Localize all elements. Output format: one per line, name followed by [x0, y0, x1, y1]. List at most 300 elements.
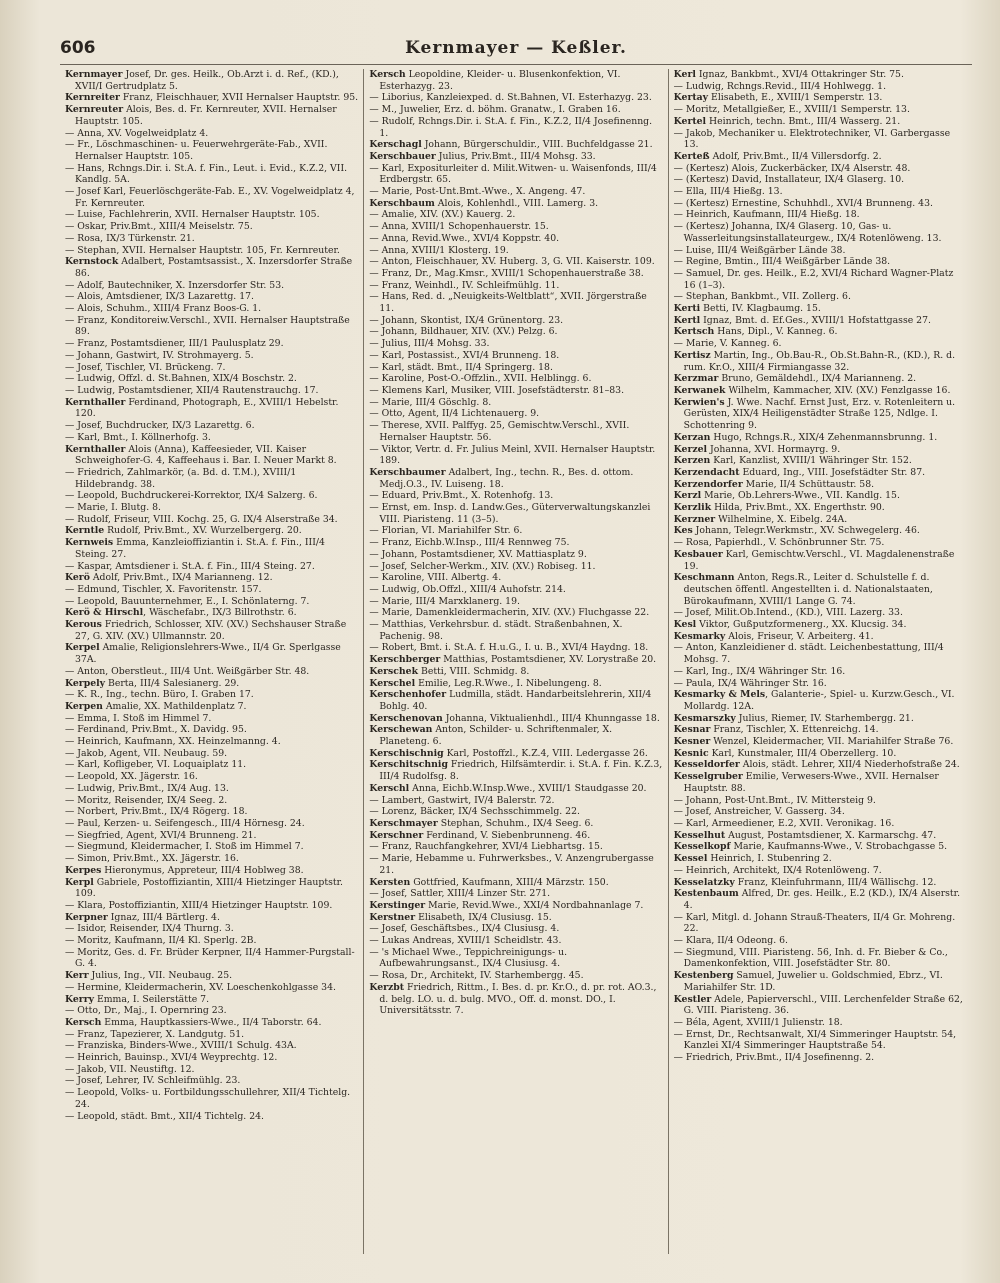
entry-surname: Keschmann	[673, 572, 735, 584]
directory-entry	[674, 818, 967, 830]
entry-details: Rudolf, Priv.Bmt., XV. Wurzelbergerg. 20.	[104, 525, 302, 537]
column-right	[668, 69, 972, 1254]
entry-details: — Marie, V. Kanneg. 6.	[673, 338, 782, 350]
entry-surname: Kerschewan	[369, 724, 433, 736]
directory-entry	[674, 209, 967, 221]
entry-details: Friedrich, Schlosser, XIV. (XV.) Sechshauser Straße 27, G. XIV. (XV.) Ullmannstr. 20.	[75, 619, 347, 642]
entry-surname: Kerschischnig	[369, 747, 444, 759]
column-middle	[363, 69, 667, 1254]
column-left	[60, 69, 363, 1254]
directory-entry	[369, 104, 662, 116]
entry-details: — Karl, Bmt., I. Köllnerhofg. 3.	[65, 431, 211, 443]
directory-entry	[674, 666, 967, 678]
entry-details: — Moritz, Kaufmann, II/4 Kl. Sperlg. 2B.	[65, 935, 257, 947]
entry-details: — K. R., Ing., techn. Büro, I. Graben 17.	[65, 689, 254, 701]
entry-surname: Kerschel	[369, 677, 416, 689]
directory-entry	[65, 397, 358, 420]
entry-details: Johanna, Viktualienhdl., III/4 Khunngasse 18.	[442, 712, 660, 724]
directory-entry	[65, 678, 358, 690]
directory-entry	[65, 748, 358, 760]
entry-surname: Kerpely	[65, 677, 106, 689]
directory-entry	[369, 502, 662, 525]
entry-surname: Kernreiter	[65, 92, 120, 104]
entry-details: — Ludwig, Priv.Bmt., IX/4 Aug. 13.	[65, 782, 229, 794]
entry-surname: Kesmarky & Mels	[673, 689, 766, 701]
directory-entry	[674, 479, 967, 491]
entry-details: Adele, Papierverschl., VIII. Lerchenfelder Straße 62, G. VIII. Piaristeng. 36.	[683, 993, 963, 1017]
entry-surname: Kerstinger	[369, 899, 426, 911]
entry-surname: Kernthaller	[65, 443, 126, 455]
directory-entry	[369, 584, 662, 596]
entry-details: — Hans, Red. d. „Neuigkeits-Weltblatt“, XVII. Jörgerstraße 11.	[369, 291, 647, 315]
directory-entry	[65, 724, 358, 736]
entry-surname: Kesner	[673, 736, 711, 748]
directory-entry	[674, 256, 967, 268]
directory-entry	[674, 994, 967, 1017]
directory-entry	[65, 771, 358, 783]
directory-entry	[674, 350, 967, 373]
directory-entry	[674, 795, 967, 807]
entry-details: Stephan, Schuhm., IX/4 Seeg. 6.	[437, 818, 594, 829]
entry-details: Johann, Telegr.Werkmstr., XV. Schwegelerg. 46.	[692, 525, 920, 537]
entry-surname: Kerschbaumer	[369, 466, 446, 478]
directory-entry	[65, 783, 358, 795]
entry-details: Franz, Fleischhauer, XVII Hernalser Hauptstr. 95.	[119, 92, 359, 104]
page-header	[60, 30, 972, 65]
directory-entry	[369, 947, 662, 970]
entry-details: Hans, Dipl., V. Kanneg. 6.	[714, 326, 838, 338]
directory-entry	[65, 362, 358, 374]
directory-entry	[65, 619, 358, 642]
entry-surname: Kerschenovan	[369, 712, 443, 724]
directory-entry	[65, 385, 358, 397]
entry-surname: Kerzbt	[369, 981, 405, 993]
entry-surname: Kerpner	[65, 911, 108, 923]
entry-details: — Josef, Anstreicher, V. Gasserg. 34.	[673, 806, 845, 818]
entry-details: — Ludwig, Rchngs.Revid., III/4 Hohlwegg. 1.	[673, 80, 887, 92]
entry-surname: Kerschek	[369, 665, 419, 677]
directory-entry	[369, 385, 662, 397]
entry-details: — Marie, Post-Unt.Bmt.-Wwe., X. Angeng. 47.	[369, 186, 586, 198]
directory-entry	[65, 970, 358, 982]
entry-details: — Otto, Agent, II/4 Lichtenauerg. 9.	[369, 408, 540, 420]
directory-entry	[65, 233, 358, 245]
directory-entry	[674, 128, 967, 151]
entry-details: Alois, Friseur, V. Arbeiterg. 41.	[725, 630, 874, 642]
entry-details: August, Postamtsdiener, X. Karmarschg. 47.	[725, 829, 937, 841]
entry-surname: Kertl	[673, 314, 701, 326]
entry-details: — Hans, Rchngs.Dir. i. St.A. f. Fin., Leut. i. Evid., K.Z.2, VII. Kandlg. 5A.	[65, 162, 348, 186]
directory-entry	[674, 444, 967, 456]
directory-entry	[674, 1017, 967, 1029]
entry-details: Betti, VIII. Schmidg. 8.	[418, 665, 530, 677]
directory-entry	[674, 373, 967, 385]
entry-surname: Kessel	[673, 853, 708, 865]
entry-surname: Kesselkopf	[673, 841, 731, 853]
entry-details: — Klara, Postoffiziantin, XIII/4 Hietzinger Hauptstr. 109.	[65, 899, 333, 911]
entry-details: , Galanterie-, Spiel- u. Kurzw.Gesch., VI. Mollardg. 12A.	[683, 689, 955, 712]
entry-surname: Kerschberger	[369, 654, 441, 666]
entry-details: — Leopold, Volks- u. Fortbildungsschullehrer, XII/4 Tichtelg. 24.	[65, 1087, 351, 1110]
entry-details: Elisabeth, E., XVIII/1 Semperstr. 13.	[708, 92, 883, 104]
entry-surname: Kertel	[673, 115, 707, 127]
entry-details: — Josef, Selcher-Werkm., XIV. (XV.) Robiseg. 11.	[369, 560, 596, 572]
entry-details: — Leopold, städt. Bmt., XII/4 Tichtelg. 24.	[65, 1110, 264, 1122]
entry-details: — Emma, I. Stoß im Himmel 7.	[65, 712, 212, 724]
entry-surname: Kerpes	[65, 864, 102, 876]
entry-details: — Anna, XV. Vogelweidplatz 4.	[65, 127, 209, 139]
entry-details: — Johann, Gastwirt, IV. Strohmayerg. 5.	[65, 349, 254, 361]
entry-surname: Kernthaller	[65, 396, 126, 408]
entry-details: Anton, Schilder- u. Schriftenmaler, X. Planeteng. 6.	[379, 724, 613, 748]
directory-entry	[674, 514, 967, 526]
entry-details: — Rosa, IX/3 Türkenstr. 21.	[65, 232, 195, 244]
entry-surname: Kerteß	[673, 150, 710, 162]
directory-entry	[674, 338, 967, 350]
entry-details: — Isidor, Reisender, IX/4 Thurng. 3.	[65, 923, 234, 935]
entry-surname: Kersch	[65, 1016, 102, 1028]
entry-details: , Wäschefabr., IX/3 Billrothstr. 6.	[143, 607, 297, 619]
directory-entry	[65, 1005, 358, 1017]
directory-entry	[369, 420, 662, 443]
entry-details: Anna, Eichb.W.Insp.Wwe., XVIII/1 Staudgasse 20.	[409, 782, 647, 794]
directory-entry	[369, 619, 662, 642]
directory-entry	[65, 689, 358, 701]
entry-details: — Luise, III/4 Weißgärber Lände 38.	[673, 244, 846, 256]
entry-details: Wilhelmine, X. Eibelg. 24A.	[715, 513, 848, 525]
directory-entry	[674, 631, 967, 643]
entry-surname: Kernstock	[65, 256, 119, 268]
entry-details: Adolf, Priv.Bmt., II/4 Villersdorfg. 2.	[709, 150, 882, 162]
entry-surname: Kertsch	[673, 326, 715, 338]
entry-details: — Heinrich, Architekt, IX/4 Rotenlöweng. 7.	[673, 864, 882, 876]
directory-entry	[674, 385, 967, 397]
directory-entry	[65, 923, 358, 935]
entry-details: — (Kertesz) Johanna, IX/4 Glaserg. 10, Gas- u. Wasserleitungsinstallateurgew., IX/4 Rotenlöweng. 13.	[673, 221, 942, 244]
entry-surname: Kerzendacht	[673, 466, 740, 478]
directory-entry	[369, 783, 662, 795]
directory-entry	[65, 841, 358, 853]
directory-entry	[369, 642, 662, 654]
directory-entry	[674, 759, 967, 771]
entry-details: — Viktor, Vertr. d. Fr. Julius Meinl, XVII. Hernalser Hauptstr. 189.	[369, 443, 656, 467]
entry-details: Johanna, XVI. Hormayrg. 9.	[707, 443, 841, 455]
directory-entry	[369, 362, 662, 374]
directory-entry	[65, 912, 358, 924]
directory-entry	[674, 303, 967, 315]
entry-details: J. Wwe. Nachf. Ernst Just, Erz. v. Rotenleitern u. Gerüsten, XIX/4 Heiligenstädter Straße 125, Ndlge. I. Schottenring 9.	[683, 396, 956, 432]
entry-details: Marie, Revid.Wwe., XXI/4 Nordbahnanlage 7.	[425, 899, 644, 911]
entry-details: — Siegmund, Kleidermacher, I. Stoß im Himmel 7.	[65, 841, 304, 853]
entry-surname: Kertay	[673, 92, 709, 104]
directory-entry	[65, 584, 358, 596]
entry-surname: Kesselatzky	[673, 876, 735, 888]
entry-details: Martin, Ing., Ob.Bau-R., Ob.St.Bahn-R., (KD.), R. d. rum. Kr.O., XIII/4 Firmiangasse 32.	[683, 349, 956, 373]
directory-entry	[65, 303, 358, 315]
directory-entry	[65, 467, 358, 490]
directory-entry	[369, 408, 662, 420]
entry-details: — Robert, Bmt. i. St.A. f. H.u.G., I. u. B., XVI/4 Haydng. 18.	[369, 642, 649, 654]
directory-entry	[65, 982, 358, 994]
entry-details: — Adolf, Bautechniker, X. Inzersdorfer Str. 53.	[65, 279, 285, 291]
directory-entry	[369, 713, 662, 725]
entry-details: Heinrich, techn. Bmt., III/4 Wasserg. 21.	[706, 115, 901, 127]
directory-entry	[65, 736, 358, 748]
entry-details: — Eduard, Priv.Bmt., X. Rotenhofg. 13.	[369, 490, 554, 502]
entry-details: — Karl, städt. Bmt., II/4 Springerg. 18.	[369, 361, 553, 373]
entry-details: — Norbert, Priv.Bmt., IX/4 Rögerg. 18.	[65, 806, 248, 818]
entry-details: Emilie, Leg.R.Wwe., I. Nibelungeng. 8.	[415, 677, 602, 689]
entry-surname: Kerschenhofer	[369, 689, 447, 701]
directory-entry	[674, 771, 967, 794]
directory-entry	[369, 245, 662, 257]
page-title: Kernmayer — Keßler.	[405, 38, 627, 58]
directory-entry	[65, 221, 358, 233]
entry-details: Alois, Kohlenhdl., VIII. Lamerg. 3.	[434, 197, 599, 209]
directory-entry	[65, 69, 358, 92]
entry-details: — Josef, Buchdrucker, IX/3 Lazarettg. 6.	[65, 420, 255, 432]
entry-details: — Friedrich, Zahlmarkör, (a. Bd. d. T.M.), XVIII/1 Hildebrandg. 38.	[65, 466, 297, 490]
entry-surname: Kesseldorfer	[673, 759, 740, 771]
directory-entry	[65, 186, 358, 209]
entry-details: Ignaz, Bankbmt., XVI/4 Ottakringer Str. 75.	[695, 69, 904, 80]
directory-entry	[65, 537, 358, 560]
entry-details: — Rosa, Dr., Architekt, IV. Starhembergg. 45.	[369, 970, 584, 982]
entry-surname: Kernreuter	[65, 104, 124, 116]
entry-details: Ignaz, Bmt. d. Ef.Ges., XVIII/1 Hofstattgasse 27.	[700, 314, 931, 326]
directory-entry	[369, 280, 662, 292]
directory-entry	[369, 397, 662, 409]
entry-details: — Johann, Postamtsdiener, XV. Mattiasplatz 9.	[369, 548, 587, 560]
entry-details: — Moritz, Metallgießer, E., XVIII/1 Semperstr. 13.	[673, 104, 910, 116]
directory-entry	[65, 139, 358, 162]
entry-surname: Kerschner	[369, 829, 424, 841]
entry-surname: Kesbauer	[673, 548, 723, 560]
entry-details: — Rosa, Papierhdl., V. Schönbrunner Str. 75.	[673, 537, 885, 549]
directory-entry	[369, 291, 662, 314]
directory-entry	[65, 806, 358, 818]
entry-details: — Franz, Weinhdl., IV. Schleifmühlg. 11.	[369, 279, 560, 291]
entry-details: Amalie, XX. Mathildenplatz 7.	[102, 700, 247, 712]
directory-entry	[369, 607, 662, 619]
entry-details: — Johann, Skontist, IX/4 Grünentorg. 23.	[369, 314, 564, 326]
entry-details: — Josef, Geschäftsbes., IX/4 Clusiusg. 4.	[369, 923, 560, 935]
entry-details: — Ferdinand, Priv.Bmt., X. Davidg. 95.	[65, 724, 247, 736]
entry-details: Gabriele, Postoffiziantin, XIII/4 Hietzinger Hauptstr. 109.	[75, 876, 343, 900]
entry-details: — Anton, Fleischhauer, XV. Huberg. 3, G. VII. Kaiserstr. 109.	[369, 256, 655, 268]
directory-entry	[65, 713, 358, 725]
directory-entry	[674, 151, 967, 163]
entry-surname: Kerwanek	[673, 384, 726, 396]
directory-entry	[65, 128, 358, 140]
entry-details: — Johann, Post-Unt.Bmt., IV. Mittersteig 9.	[673, 794, 876, 806]
entry-surname: Kerstner	[369, 911, 416, 923]
entry-surname: Kerry	[65, 993, 94, 1005]
entry-details: — Leopold, Bauunternehmer, E., I. Schönlaterng. 7.	[65, 595, 310, 607]
entry-details: — M., Juwelier, Erz. d. böhm. Granatw., I. Graben 16.	[369, 104, 621, 116]
entry-details: — Ludwig, Ob.Offzl., XIII/4 Auhofstr. 214.	[369, 583, 566, 595]
directory-entry	[674, 326, 967, 338]
directory-entry	[674, 678, 967, 690]
entry-details: Marie, Ob.Lehrers-Wwe., VII. Kandlg. 15.	[701, 490, 900, 502]
entry-details: — Franz, Tapezierer, X. Landgutg. 51.	[65, 1028, 245, 1040]
entry-details: — Fr., Löschmaschinen- u. Feuerwehrgeräte-Fab., XVII. Hernalser Hauptstr. 105.	[65, 139, 328, 162]
entry-details: — Simon, Priv.Bmt., XX. Jägerstr. 16.	[65, 853, 239, 865]
entry-details: Berta, III/4 Salesianerg. 29.	[105, 677, 240, 689]
entry-details: Leopoldine, Kleider- u. Blusenkonfektion, VI. Esterhazyg. 23.	[379, 69, 621, 92]
entry-details: — Marie, III/4 Marxklanerg. 19.	[369, 595, 520, 607]
directory-entry	[65, 350, 358, 362]
entry-details: Bruno, Gemäldehdl., IX/4 Marianneng. 2.	[718, 373, 917, 385]
directory-entry	[369, 268, 662, 280]
directory-entry	[65, 853, 358, 865]
directory-entry	[65, 291, 358, 303]
entry-details: — Therese, XVII. Palffyg. 25, Gemischtw.Verschl., XVII. Hernalser Hauptstr. 56.	[369, 420, 630, 443]
directory-entry	[674, 619, 967, 631]
directory-entry	[369, 350, 662, 362]
directory-entry	[65, 1052, 358, 1064]
entry-details: — Klara, II/4 Odeong. 6.	[673, 935, 789, 947]
entry-details: Marie, II/4 Schüttaustr. 58.	[742, 478, 875, 490]
directory-entry	[674, 841, 967, 853]
entry-details: — Ernst, Dr., Rechtsanwalt, XI/4 Simmeringer Hauptstr. 54, Kanzlei XI/4 Simmeringer Hauptstraße 54.	[673, 1028, 957, 1052]
directory-entry	[674, 713, 967, 725]
directory-entry	[65, 525, 358, 537]
entry-surname: Kerzen	[673, 455, 711, 467]
entry-surname: Kernweis	[65, 537, 114, 549]
directory-entry	[369, 561, 662, 573]
entry-details: Alois, Bes. d. Fr. Kernreuter, XVII. Hernalser Hauptstr. 105.	[75, 104, 337, 127]
entry-surname: Kerschitschnig	[369, 759, 448, 771]
entry-details: — Kaspar, Amtsdiener i. St.A. f. Fin., III/4 Steing. 27.	[65, 560, 315, 572]
entry-surname: Kerntle	[65, 525, 105, 537]
entry-surname: Kesnic	[673, 747, 709, 759]
directory-entry	[65, 1087, 358, 1110]
entry-details: Hugo, Rchngs.R., XIX/4 Zehenmannsbrunng. 1.	[710, 431, 938, 443]
entry-details: Alois (Anna), Kaffeesieder, VII. Kaiser Schweighofer-G. 4, Kaffeehaus i. Bar. I. Neuer Markt 8.	[75, 443, 337, 467]
directory-entry	[369, 549, 662, 561]
directory-entry	[674, 245, 967, 257]
directory-entry	[369, 724, 662, 747]
entry-details: — Rudolf, Rchngs.Dir. i. St.A. f. Fin., K.Z.2, II/4 Josefinenng. 1.	[369, 115, 653, 139]
directory-entry	[674, 104, 967, 116]
directory-entry	[65, 245, 358, 257]
entry-surname: Kerschagl	[369, 139, 422, 151]
directory-entry	[674, 432, 967, 444]
entry-surname: Kestler	[673, 993, 712, 1005]
directory-entry	[369, 970, 662, 982]
entry-surname: Kerwien's	[673, 396, 725, 408]
entry-details: Franz, Kleinfuhrmann, III/4 Wällischg. 12.	[734, 876, 937, 888]
directory-entry	[369, 982, 662, 1017]
directory-entry	[65, 280, 358, 292]
directory-entry	[65, 1029, 358, 1041]
entry-details: Marie, Kaufmanns-Wwe., V. Strobachgasse 5.	[730, 841, 948, 853]
entry-details: — Rudolf, Friseur, VIII. Kochg. 25, G. IX/4 Alserstraße 34.	[65, 513, 338, 525]
entry-details: Matthias, Postamtsdiener, XV. Lorystraße 20.	[440, 654, 657, 666]
entry-details: Samuel, Juwelier u. Goldschmied, Ebrz., VI. Mariahilfer Str. 1D.	[683, 970, 943, 993]
directory-entry	[65, 865, 358, 877]
directory-entry	[65, 490, 358, 502]
entry-details: Julius, Priv.Bmt., III/4 Mohsg. 33.	[435, 150, 596, 162]
entry-details: — Jakob, VII. Neustiftg. 12.	[65, 1063, 195, 1075]
entry-surname: Kerzan	[673, 431, 711, 443]
entry-surname: Kesselhut	[673, 829, 726, 841]
directory-entry	[65, 607, 358, 619]
directory-entry	[369, 900, 662, 912]
directory-entry	[65, 759, 358, 771]
entry-surname: Kertisz	[673, 349, 711, 361]
entry-details: — Jakob, Mechaniker u. Elektrotechniker, VI. Garbergasse 13.	[673, 127, 951, 151]
entry-details: — Paula, IX/4 Währinger Str. 16.	[673, 677, 827, 689]
entry-details: — Josef Karl, Feuerlöschgeräte-Fab. E., XV. Vogelweidplatz 4, Fr. Kernreuter.	[65, 186, 355, 209]
directory-entry	[674, 221, 967, 244]
directory-entry	[65, 338, 358, 350]
directory-entry	[65, 315, 358, 338]
entry-details: Emilie, Verwesers-Wwe., XVII. Hernalser Hauptstr. 88.	[683, 771, 939, 794]
directory-entry	[65, 947, 358, 970]
directory-entry	[65, 666, 358, 678]
entry-surname: Kerous	[65, 619, 102, 631]
entry-surname: Kerr	[65, 970, 89, 982]
entry-details: Adolf, Priv.Bmt., IX/4 Marianneng. 12.	[89, 572, 273, 584]
directory-entry	[674, 748, 967, 760]
directory-entry	[369, 923, 662, 935]
entry-details: — Jakob, Agent, VII. Neubaug. 59.	[65, 747, 228, 759]
entry-details: — Franz, Eichb.W.Insp., III/4 Rennweg 75.	[369, 537, 570, 549]
directory-entry	[369, 666, 662, 678]
entry-details: Karl, Gemischtw.Verschl., VI. Magdalenenstraße 19.	[683, 548, 955, 572]
directory-entry	[674, 397, 967, 432]
entry-details: Alfred, Dr. ges. Heilk., E.2 (KD.), IX/4 Alserstr. 4.	[683, 888, 961, 911]
directory-entry	[369, 338, 662, 350]
directory-entry	[674, 853, 967, 865]
entry-details: Elisabeth, IX/4 Clusiusg. 15.	[415, 911, 552, 923]
entry-details: Karl, Kanzlist, XVIII/1 Währinger Str. 152.	[710, 455, 912, 467]
directory-entry	[674, 268, 967, 291]
entry-details: — Friedrich, Priv.Bmt., II/4 Josefinenng. 2.	[673, 1052, 875, 1064]
entry-surname: Kerzl	[673, 490, 702, 502]
directory-entry	[369, 163, 662, 186]
entry-details: Emma, I. Seilerstätte 7.	[94, 993, 210, 1005]
entry-details: Hilda, Priv.Bmt., XX. Engerthstr. 90.	[711, 502, 885, 514]
directory-entry	[369, 116, 662, 139]
entry-details: — Marie, III/4 Göschlg. 8.	[369, 396, 492, 408]
directory-entry	[369, 151, 662, 163]
directory-entry	[65, 994, 358, 1006]
entry-details: Johann, Bürgerschuldir., VIII. Buchfeldgasse 21.	[421, 139, 653, 151]
directory-entry	[369, 596, 662, 608]
directory-columns	[60, 69, 972, 1254]
directory-entry	[369, 69, 662, 92]
directory-entry	[65, 830, 358, 842]
directory-entry	[674, 467, 967, 479]
entry-surname: Kesnar	[673, 724, 711, 736]
entry-details: Emma, Hauptkassiers-Wwe., II/4 Taborstr. 64.	[101, 1016, 322, 1028]
directory-entry	[674, 69, 967, 81]
entry-details: — Karl, Armeediener, E.2, XVII. Veronikag. 16.	[673, 818, 895, 829]
entry-details: Friedrich, Rittm., I. Bes. d. pr. Kr.O., d. pr. rot. AO.3., d. belg. LO. u. d. bulg. MVO., Off. d. monst. DO., I. Universitätsstr. 7.	[379, 981, 657, 1017]
entry-details: — Otto, Dr., Maj., I. Opernring 23.	[65, 1005, 227, 1017]
directory-entry	[369, 315, 662, 327]
entry-details: Eduard, Ing., VIII. Josefstädter Str. 87.	[739, 466, 926, 478]
entry-details: Wilhelm, Kammacher, XIV. (XV.) Fenzlgasse 16.	[725, 384, 951, 396]
entry-surname: Kesmarky	[673, 630, 726, 642]
entry-details: — Karl, Ing., IX/4 Währinger Str. 16.	[673, 665, 846, 677]
directory-entry	[65, 432, 358, 444]
directory-entry	[674, 970, 967, 993]
directory-entry	[674, 92, 967, 104]
